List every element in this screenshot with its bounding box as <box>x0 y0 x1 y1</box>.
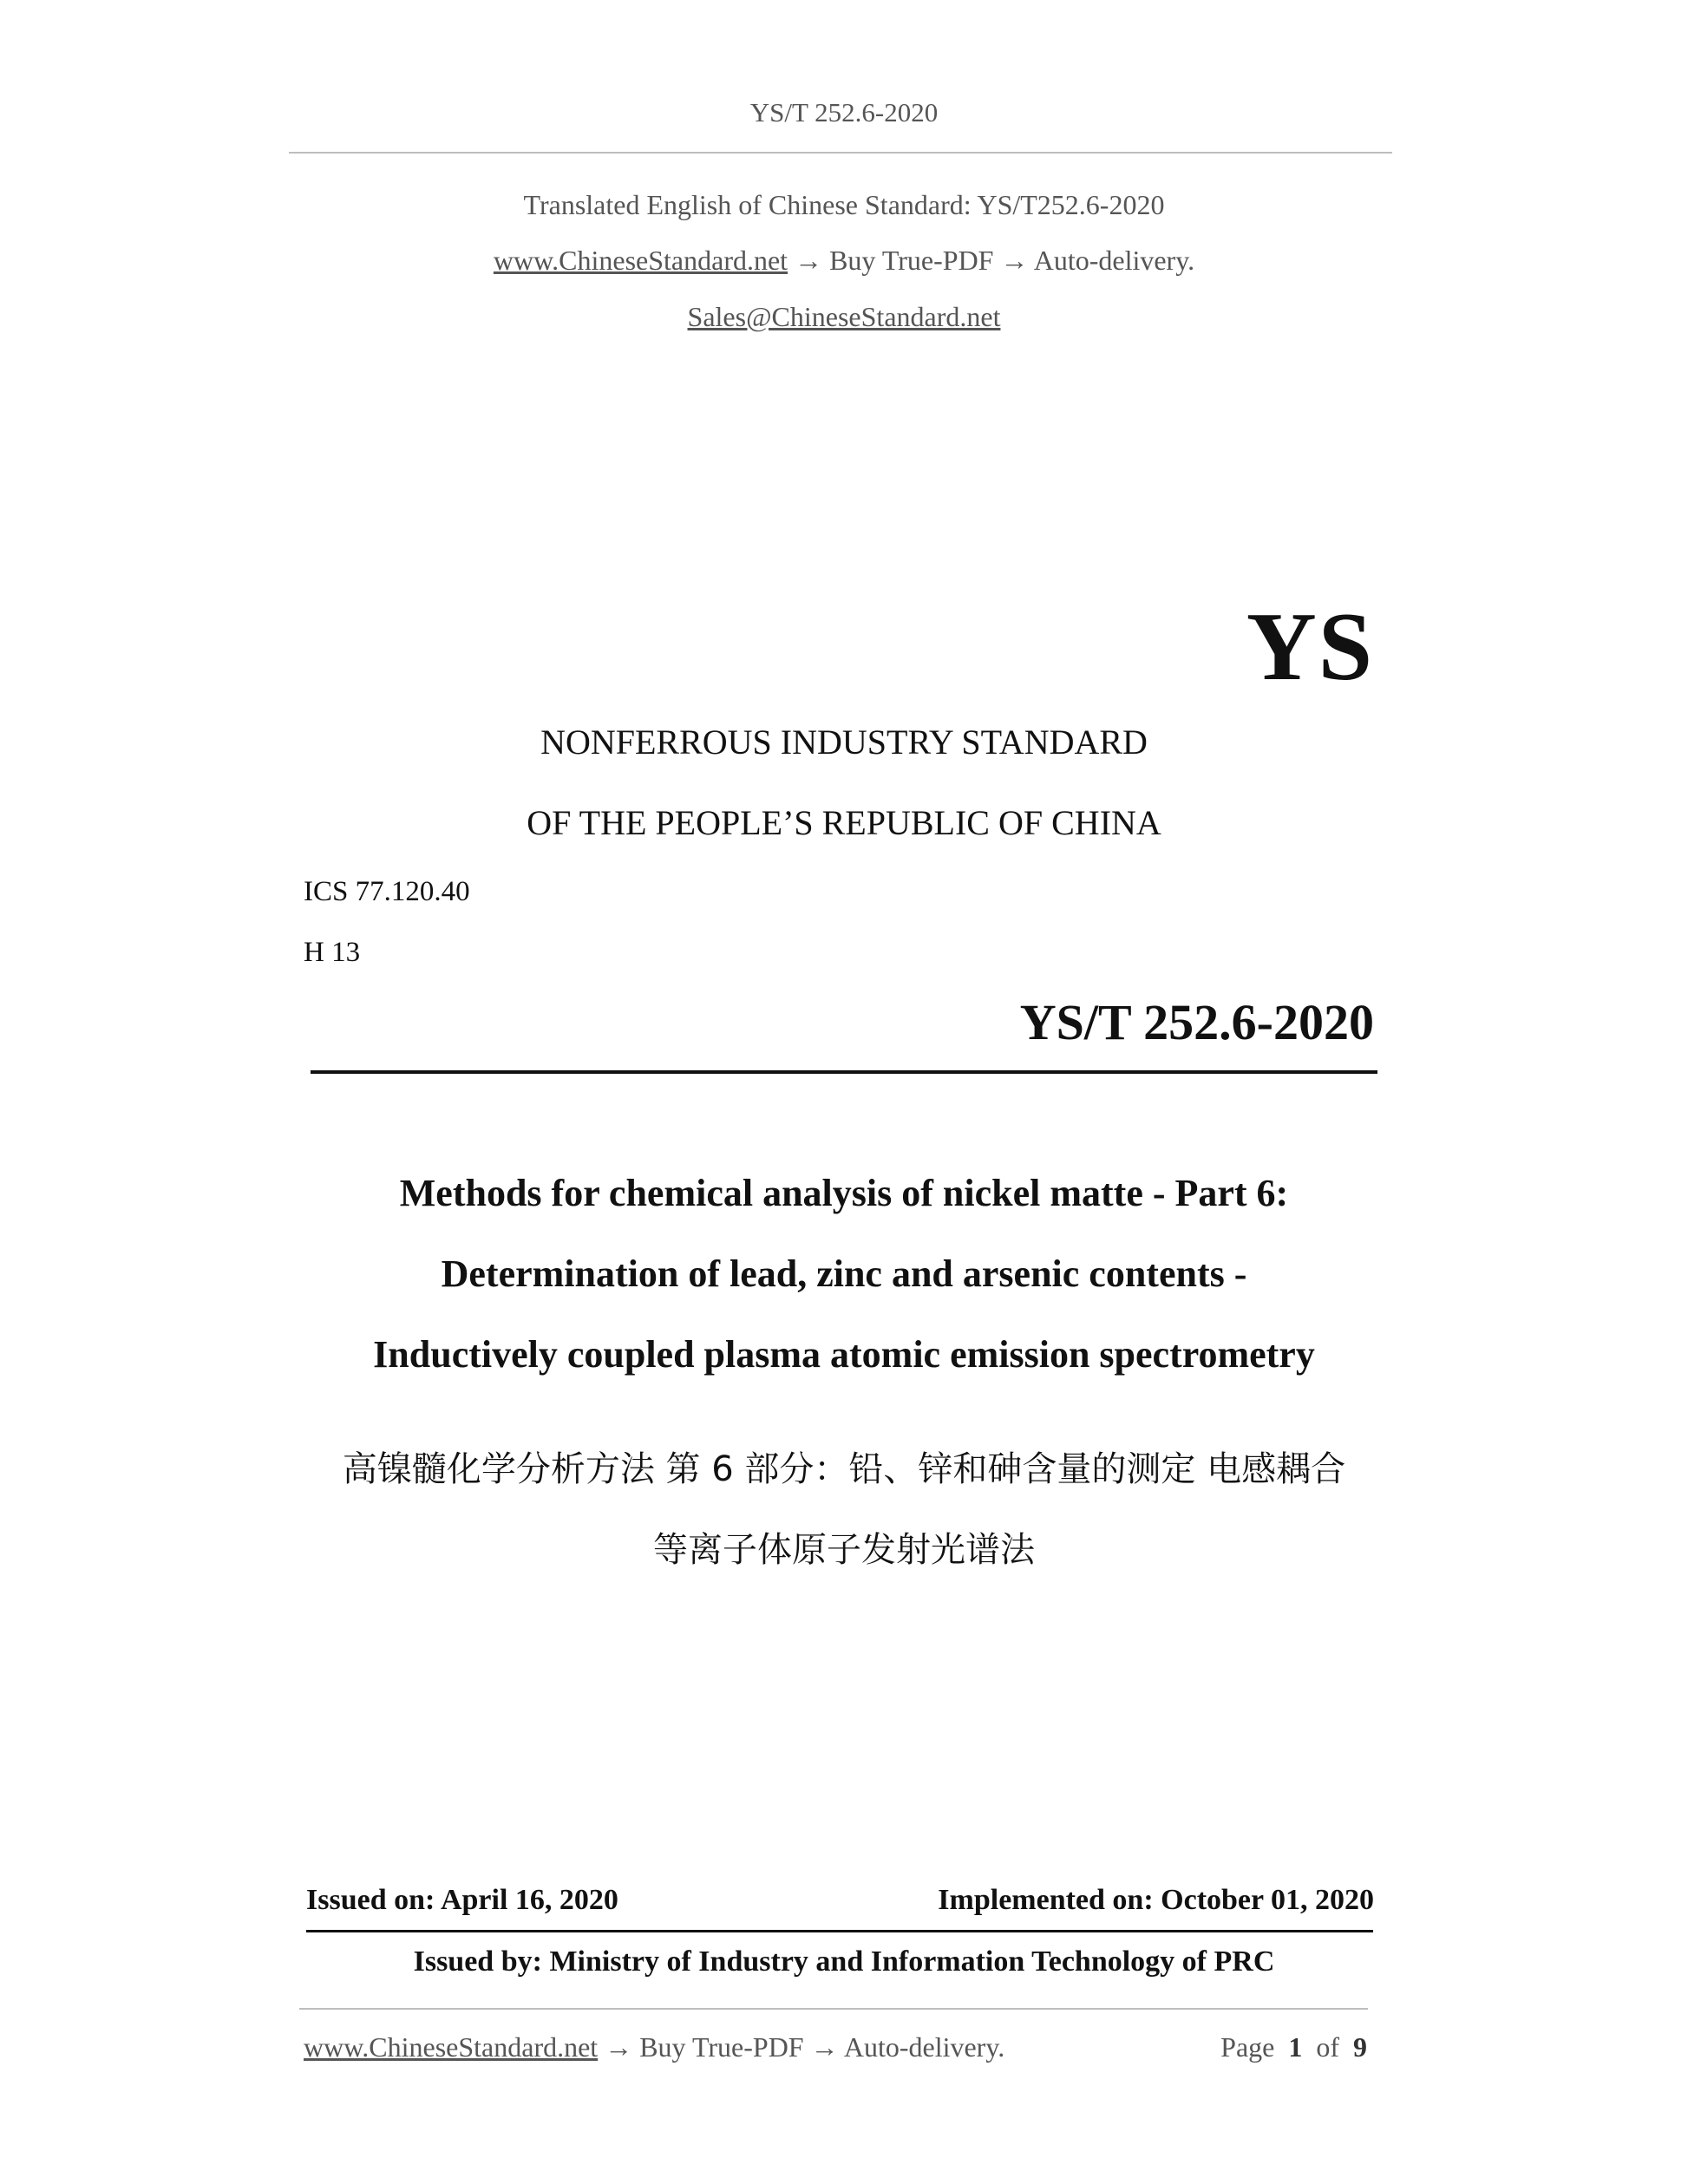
running-header: YS/T 252.6-2020 <box>749 97 939 128</box>
title-en-line3: Inductively coupled plasma atomic emission spectrometry <box>373 1333 1315 1376</box>
page-indicator <box>1220 2031 1367 2063</box>
implemented-on-date: Implemented on: October 01, 2020 <box>938 1884 1374 1916</box>
issuing-authority: Issued by: Ministry of Industry and Information Technology of PRC <box>413 1945 1275 1978</box>
footer-purchase-notice <box>304 2031 1004 2063</box>
email-notice <box>0 301 1688 333</box>
standard-type-line2: OF THE PEOPLE’S REPUBLIC OF CHINA <box>527 803 1161 842</box>
translation-notice: Translated English of Chinese Standard: YS/T252.6-2020 <box>523 189 1165 220</box>
footer-buy-text: → Buy True-PDF → Auto-delivery. <box>605 2031 1005 2063</box>
page-label: Page <box>1220 2031 1275 2063</box>
page-total: 9 <box>1353 2031 1367 2063</box>
purchase-notice <box>0 245 1688 277</box>
title-en-line2: Determination of lead, zinc and arsenic contents - <box>441 1252 1247 1295</box>
issued-on-date: Issued on: April 16, 2020 <box>306 1884 618 1916</box>
title-cn-line1: 高镍髓化学分析方法 第 6 部分：铅、锌和砷含量的测定 电感耦合 <box>342 1449 1346 1489</box>
dates-divider <box>306 1930 1373 1932</box>
ics-code: ICS 77.120.40 <box>304 876 470 907</box>
title-en-line1: Methods for chemical analysis of nickel matte - Part 6: <box>399 1172 1289 1214</box>
page-of: of <box>1316 2031 1339 2063</box>
footer-divider <box>299 2008 1368 2010</box>
title-divider <box>311 1070 1377 1074</box>
ys-logo: YS <box>1246 593 1374 701</box>
email-link[interactable]: Sales@ChineseStandard.net <box>687 301 1001 332</box>
standard-type-line1: NONFERROUS INDUSTRY STANDARD <box>540 723 1148 762</box>
page-current: 1 <box>1288 2031 1303 2063</box>
header-divider <box>289 152 1392 154</box>
buy-text: → Buy True-PDF → Auto-delivery. <box>795 245 1195 276</box>
standard-number: YS/T 252.6-2020 <box>1019 994 1374 1050</box>
site-link[interactable]: www.ChineseStandard.net <box>493 245 788 276</box>
classification-code: H 13 <box>304 937 361 968</box>
footer-site-link[interactable]: www.ChineseStandard.net <box>304 2031 599 2063</box>
title-cn-line2: 等离子体原子发射光谱法 <box>653 1530 1035 1570</box>
